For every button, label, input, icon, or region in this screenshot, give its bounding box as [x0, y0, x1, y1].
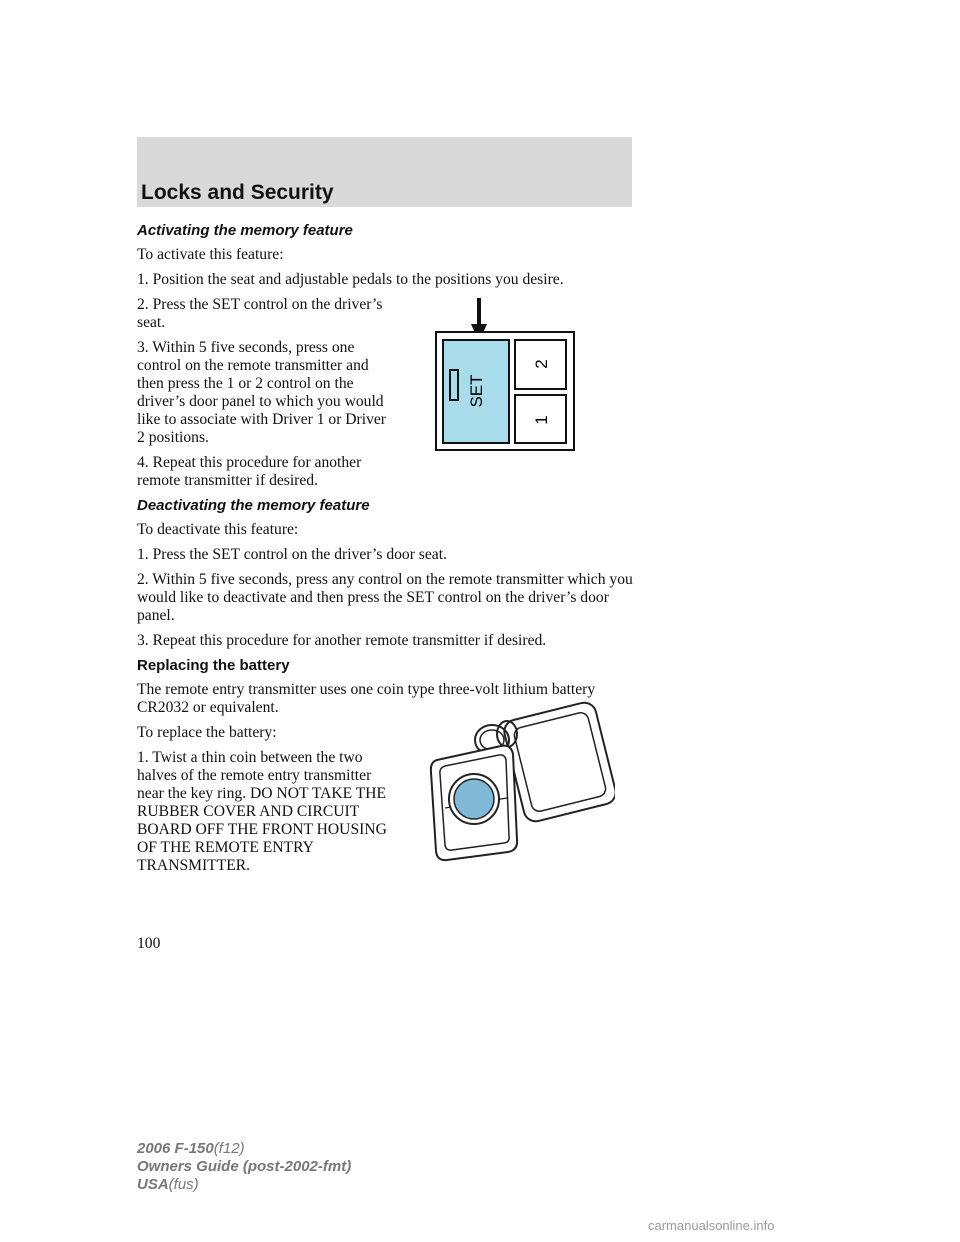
footer — [137, 1140, 351, 1194]
battery-para-1: The remote entry transmitter uses one coin type three-volt lithium battery CR2032 or equivalent. — [137, 681, 596, 716]
activate-intro: To activate this feature: — [137, 246, 284, 263]
deactivate-step-2: 2. Within 5 five seconds, press any control on the remote transmitter which you would like to deactivate and then press the SET control on the driver’s door panel. — [137, 571, 633, 624]
back-housing — [502, 700, 615, 824]
footer-line-1: 2006 F-150(f12) — [137, 1140, 245, 1157]
remote-button-icon — [449, 774, 499, 824]
memory-button-1-label: 1 — [532, 415, 551, 425]
battery-heading: Replacing the battery — [137, 657, 290, 674]
activate-step-4: 4. Repeat this procedure for another remote transmitter if desired. — [137, 454, 362, 489]
footer-line-2: Owners Guide (post-2002-fmt) — [137, 1158, 352, 1175]
remote-transmitter-illustration — [425, 700, 615, 870]
watermark: carmanualsonline.info — [648, 1218, 775, 1233]
footer-line-3: USA(fus) — [137, 1176, 199, 1193]
deactivate-step-3: 3. Repeat this procedure for another remote transmitter if desired. — [137, 632, 547, 649]
activate-step-3: 3. Within 5 five seconds, press one control on the remote transmitter and then press the 1 or 2 control on the driver’s door panel to which you would like to associate with Driver 1 or Driver 2 positions. — [137, 339, 386, 446]
set-label: SET — [467, 374, 486, 408]
deactivate-intro: To deactivate this feature: — [137, 521, 299, 538]
memory-button-2-label: 2 — [532, 359, 551, 369]
section-title: Locks and Security — [141, 181, 334, 204]
activate-heading: Activating the memory feature — [137, 222, 353, 239]
memory-panel-illustration — [430, 296, 580, 456]
page-number: 100 — [137, 935, 161, 952]
battery-para-2: To replace the battery: — [137, 724, 277, 741]
deactivate-heading: Deactivating the memory feature — [137, 497, 370, 514]
battery-step-1: 1. Twist a thin coin between the two halves of the remote entry transmitter near the key ring. DO NOT TAKE THE RUBBER COVER AND CIRCUIT BOARD OFF THE FRONT HOUSING OF THE REMOTE ENTRY TRANSMITTER. — [137, 749, 387, 874]
deactivate-step-1: 1. Press the SET control on the driver’s door seat. — [137, 546, 447, 563]
activate-step-1: 1. Position the seat and adjustable pedals to the positions you desire. — [137, 271, 564, 288]
activate-step-2: 2. Press the SET control on the driver’s seat. — [137, 296, 383, 331]
